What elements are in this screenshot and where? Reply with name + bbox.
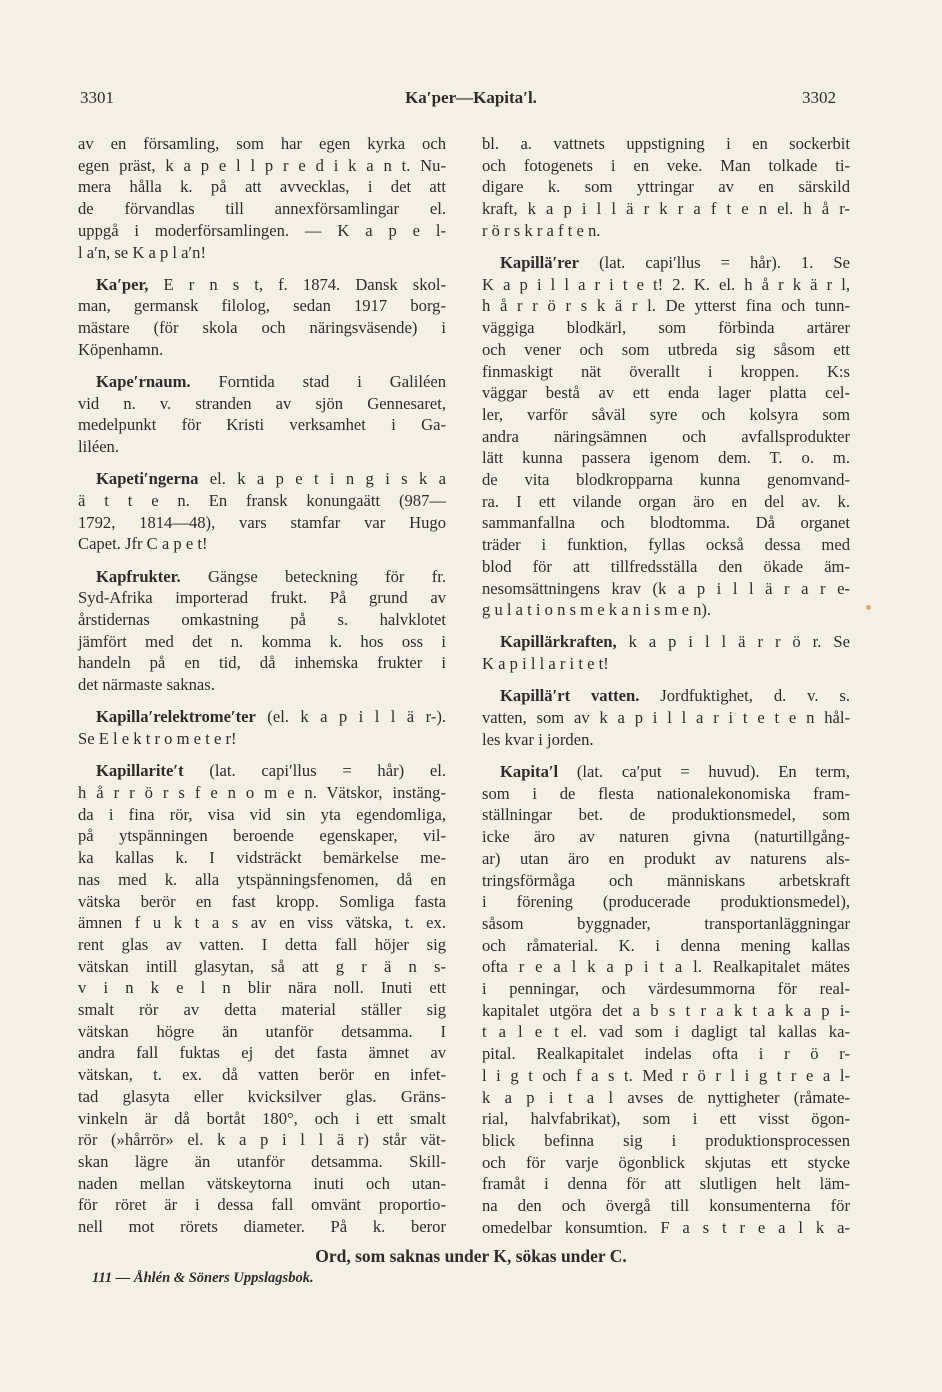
text-line [78,782,446,804]
text-line [78,1173,446,1195]
line-text: och råmaterial. K. i denna mening kallas [482,935,850,955]
line-text: man, germansk filolog, sedan 1917 borg- [78,296,446,316]
entry-paragraph [482,133,850,242]
line-text: 1792, 1814—48), vars stamfar var Hugo [78,512,446,532]
text-line [78,728,446,750]
text-line [482,426,850,448]
text-line [78,566,446,588]
line-text: medelpunkt för Kristi verksamhet i Ga- [78,415,446,435]
line-text: rör (»hårrör» el. k a p i l l ä r) står vät- [78,1130,446,1150]
line-text: för röret är i dessa fall omvänt proportio- [78,1195,446,1215]
line-text: väggar bestå av ett enda lager platta cel- [482,383,850,403]
text-line [78,1042,446,1064]
line-text: såsom byggnader, transportanläggningar [482,913,850,933]
line-text: vätska berör en fast kropp. Somliga fasta [78,891,446,911]
text-line [78,1108,446,1130]
text-line [482,317,850,339]
text-line [78,414,446,436]
text-line [482,913,850,935]
line-text: Forntida stad i Galiléen [190,372,446,392]
entry-headword: Kapfrukter. [96,566,181,586]
text-line [482,685,850,707]
text-line [482,1217,850,1239]
footer-note: Ord, som saknas under K, sökas under C. [315,1246,627,1266]
line-text: (lat. capi′llus = hår). 1. Se [579,253,850,273]
text-line [78,760,446,782]
line-text: rial, halvfabrikat), som i ett visst ögon- [482,1109,850,1129]
line-text: årstidernas omkastning på s. halvklotet [78,610,446,630]
text-line [482,848,850,870]
entry-headword: Kape′rnaum. [96,372,191,392]
line-text: vatten, som av k a p i l l a r i t e t e n hål- [482,708,850,728]
text-line [482,935,850,957]
entry-headword: Kapillä′rt vatten. [500,686,640,706]
line-text: lätt kunna passera igenom dem. T. o. m. [482,448,850,468]
entry-headword: Ka′per, [96,274,149,294]
text-line [78,1216,446,1238]
line-text: k a p i l l ä r r ö r. Se [616,632,850,652]
line-text: digare k. som yttringar av en särskild [482,177,850,197]
text-line [482,891,850,913]
text-line [482,1043,850,1065]
line-text: i förening (producerade produktionsmedel), [482,892,850,912]
line-text: ämnen f u k t a s av en viss vätska, t. ex. [78,913,446,933]
line-text: ä t t e n. En fransk konungaätt (987— [78,491,446,511]
left-column [78,133,446,1248]
line-text: Jordfuktighet, d. v. s. [639,686,851,706]
text-line [482,1000,850,1022]
text-line [482,1108,850,1130]
text-line [482,295,850,317]
entry-paragraph [78,274,446,361]
line-text: el. k a p e t i n g i s k a [198,469,446,489]
line-text: Syd-Afrika importerad frukt. På grund av [78,588,446,608]
text-line [78,393,446,415]
scan-mark [866,605,871,610]
text-line [482,176,850,198]
line-text: da i fina rör, visa vid sin yta egendomliga, [78,804,446,824]
text-line [78,1086,446,1108]
text-line [482,653,850,675]
line-text: och fotogenets i en veke. Man tolkade ti- [482,155,850,175]
line-text: K a p i l l a r i t e t! [482,654,609,674]
text-line [482,870,850,892]
entry-paragraph [78,566,446,696]
text-line [78,674,446,696]
text-line [78,274,446,296]
text-line [78,1194,446,1216]
text-line [482,1087,850,1109]
entry-paragraph [482,685,850,750]
text-line [78,977,446,999]
text-line [78,339,446,361]
text-line [482,361,850,383]
line-text: mästare (för skola och näringsväsende) i [78,318,446,338]
entry-headword: Kapillä′rer [500,253,580,273]
line-text: ka kallas k. I vidsträckt bemärkelse me- [78,848,446,868]
line-text: mera hålla k. på att avvecklas, i det att [78,177,446,197]
text-line [482,155,850,177]
text-line [78,912,446,934]
text-line [482,578,850,600]
text-line [482,491,850,513]
text-line [78,1064,446,1086]
text-line [78,133,446,155]
text-line [78,371,446,393]
text-line [482,1173,850,1195]
line-text: nas med k. alla ytspänningsfenomen, då en [78,869,446,889]
line-text: Gängse beteckning för fr. [180,566,446,586]
line-text: kraft, k a p i l l ä r k r a f t e n el. h å r- [482,199,850,219]
line-text: skan lägre än utanför detsamma. Skill- [78,1151,446,1171]
text-line [482,1195,850,1217]
text-line [78,1151,446,1173]
text-line [78,631,446,653]
line-text: ler, varför såväl syre och kolsyra som [482,404,850,424]
text-line [482,447,850,469]
text-line [78,295,446,317]
entry-paragraph [482,761,850,1238]
line-text: vid n. v. stranden av sjön Gennesaret, [78,393,446,413]
line-text: andra näringsämnen och avfallsprodukter [482,426,850,446]
line-text: andra fall fuktas ej det fasta ämnet av [78,1043,446,1063]
line-text: ra. I ett vilande organ äro en del av. k. [482,491,850,511]
line-text: finmaskigt nät överallt i kroppen. K:s [482,361,850,381]
text-line [78,825,446,847]
line-text: k a p i t a l avses de nyttigheter (råmate- [482,1087,850,1107]
line-text: tad glasyta eller kvicksilver glas. Gräns- [78,1086,446,1106]
text-line [482,956,850,978]
text-line [78,490,446,512]
entry-headword: Kapilla′relektrome′ter [96,707,256,727]
text-line [78,220,446,242]
line-text: t a l e t el. vad som i dagligt tal kallas ka- [482,1022,850,1042]
line-text: i penningar, och värdesummorna för real- [482,979,850,999]
line-text: väggiga blodkärl, som förbinda artärer [482,318,850,338]
text-line [482,599,850,621]
line-text: och för varje ögonblick skjutas ett stycke [482,1152,850,1172]
text-line [78,198,446,220]
text-line [482,339,850,361]
line-text: tringsförmåga och människans arbetskraft [482,870,850,890]
text-line [78,533,446,555]
line-text: sammanfallna och blodtomma. Då organet [482,513,850,533]
line-text: h å r r ö r s f e n o m e n. Vätskor, instäng- [78,782,446,802]
text-line [78,609,446,631]
line-text: liléen. [78,437,120,457]
line-text: och vener och som utbreda sig såsom ett [482,339,850,359]
line-text: K a p i l l a r i t e t! 2. K. el. h å r k ä r l, [482,274,850,294]
text-line [482,382,850,404]
line-text: de förvandlas till annexförsamlingar el. [78,199,446,219]
line-text: nell mot rörets diameter. På k. beror [78,1217,446,1237]
line-text: g u l a t i o n s m e k a n i s m e n). [482,600,712,620]
text-line [78,176,446,198]
text-line [78,512,446,534]
text-line [78,956,446,978]
line-text: Köpenhamn. [78,339,164,359]
line-text: de vita blodkropparna kunna genomvand- [482,470,850,490]
line-text: det närmaste saknas. [78,675,215,695]
line-text: blod för att tillfredsställa den ökade äm- [482,556,850,576]
entry-paragraph [482,252,850,621]
line-text: rent glas av vatten. I detta fall höjer sig [78,934,446,954]
text-line [482,729,850,751]
line-text: l i g t och f a s t. Med r ö r l i g t r e a l- [482,1065,850,1085]
line-text: r ö r s k r a f t e n. [482,220,601,240]
text-line [78,804,446,826]
line-text: ofta r e a l k a p i t a l. Realkapitalet mätes [482,957,850,977]
text-line [482,1021,850,1043]
line-text: kapitalet utgöra det a b s t r a k t a k a p i- [482,1000,850,1020]
line-text: jämfört med det n. komma k. hos oss i [78,631,446,651]
line-text: som i de flesta nationalekonomiska fram- [482,783,850,803]
text-line [78,999,446,1021]
line-text: (lat. capi′llus = hår) el. [183,761,446,781]
entry-paragraph [78,706,446,749]
line-text: E r n s t, f. 1874. Dansk skol- [148,274,446,294]
right-column [482,133,850,1249]
text-line [482,1152,850,1174]
text-line [482,133,850,155]
page-number-left: 3301 [80,88,114,107]
text-line [482,404,850,426]
page-number-right: 3302 [802,88,836,107]
text-line [482,826,850,848]
text-line [78,587,446,609]
text-line [78,1129,446,1151]
text-line [482,978,850,1000]
entry-paragraph [482,631,850,674]
line-text: framåt i denna för att slutligen helt läm- [482,1174,850,1194]
line-text: vinkeln är då bortåt 180°, och i ett smalt [78,1108,446,1128]
line-text: ar) utan äro en produkt av naturens als- [482,848,850,868]
text-line [78,891,446,913]
text-line [78,317,446,339]
text-line [482,220,850,242]
line-text: (lat. ca′put = huvud). En term, [558,761,850,781]
text-line [78,436,446,458]
line-text: l a′n, se K a p l a′n! [78,242,206,262]
text-line [78,847,446,869]
line-text: vätskan intill glasytan, så att g r ä n s- [78,956,446,976]
line-text: omedelbar konsumtion. F a s t r e a l k a- [482,1217,850,1237]
text-line [482,469,850,491]
text-line [78,706,446,728]
entry-headword: Kapeti′ngerna [96,469,199,489]
text-line [78,468,446,490]
entry-headword: Kapillärkraften, [500,632,617,652]
text-line [78,1021,446,1043]
line-text: egen präst, k a p e l l p r e d i k a n t. Nu- [78,155,446,175]
line-text: nesomsättningens krav (k a p i l l ä r a r e- [482,578,850,598]
text-line [482,534,850,556]
line-text: handeln på en tid, då inhemska frukter i [78,653,446,673]
entry-paragraph [78,371,446,458]
line-text: Capet. Jfr C a p e t! [78,534,208,554]
line-text: bl. a. vattnets uppstigning i en sockerbit [482,134,850,153]
line-text: smalt rör av detta material ställer sig [78,1000,446,1020]
text-line [482,631,850,653]
line-text: h å r r ö r s k ä r l. De ytterst fina och tunn- [482,296,850,316]
running-title: Ka′per—Kapita′l. [405,88,537,107]
text-line [482,556,850,578]
entry-paragraph [78,760,446,1237]
entry-headword: Kapillarite′t [96,761,184,781]
line-text: naden mellan vätskeytorna inuti och utan- [78,1173,446,1193]
text-line [482,804,850,826]
line-text: vätskan, t. ex. då vatten berör en infet- [78,1065,446,1085]
text-line [78,155,446,177]
line-text: träder i funktion, fyllas också dessa med [482,535,850,555]
text-line [482,252,850,274]
line-text: uppgå i moderförsamlingen. — K a p e l- [78,220,446,240]
line-text: blick befinna sig i produktionsprocessen [482,1130,850,1150]
line-text: (el. k a p i l l ä r-). [255,707,446,727]
line-text: vätskan högre än utanför detsamma. I [78,1021,446,1041]
text-line [482,512,850,534]
entry-headword: Kapita′l [500,761,559,781]
text-line [482,707,850,729]
line-text: på ytspänningen beroende egenskaper, vil- [78,826,446,846]
footer-signature: 111 — Åhlén & Söners Uppslagsbok. [92,1270,314,1286]
line-text: les kvar i jorden. [482,729,594,749]
text-line [78,934,446,956]
line-text: v i n k e l n blir nära noll. Inuti ett [78,978,446,998]
text-line [482,274,850,296]
entry-paragraph [78,133,446,263]
entry-paragraph [78,468,446,555]
text-line [78,652,446,674]
text-line [78,242,446,264]
line-text: ställningar bet. de produktionsmedel, som [482,805,850,825]
text-line [482,783,850,805]
text-line [482,1065,850,1087]
text-line [482,198,850,220]
text-line [482,761,850,783]
line-text: icke äro av naturen givna (naturtillgång- [482,827,850,847]
line-text: av en församling, som har egen kyrka och [78,134,446,153]
line-text: pital. Realkapitalet indelas ofta i r ö r- [482,1044,850,1064]
text-line [482,1130,850,1152]
line-text: Se E l e k t r o m e t e r! [78,729,237,749]
line-text: na den och övergå till konsumenterna för [482,1196,850,1216]
text-line [78,869,446,891]
